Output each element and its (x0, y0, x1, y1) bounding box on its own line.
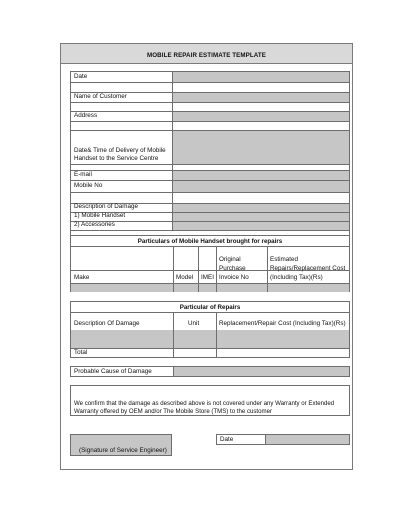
signature-label: (Signature of Service Engineer) (79, 447, 167, 454)
model-label: Model (176, 274, 194, 281)
estimated-label-line1: Estimated (270, 256, 298, 263)
unit-label: Unit (188, 320, 200, 327)
probable-cause-row (70, 366, 350, 377)
estimated-label-line3: (Including Tax)(Rs) (270, 274, 323, 281)
date-label: Date (74, 73, 88, 80)
cost-label: Replacement/Repair Cost (Including Tax)(Rs) (219, 320, 346, 327)
probable-cause-label: Probable Cause of Damage (74, 368, 152, 375)
description-of-damage-label: Description of Damage (74, 203, 139, 210)
signature-box[interactable] (70, 434, 172, 456)
repairs-section (70, 301, 350, 358)
original-label-line2: Purchase (219, 265, 246, 272)
probable-cause-field[interactable] (173, 367, 349, 376)
address-field[interactable] (173, 111, 349, 121)
confirmation-line1: We confirm that the damage as described above is not covered under any Warranty or Extended (74, 400, 335, 407)
signature-date-field[interactable] (266, 435, 349, 444)
customer-name-label: Name of Customer (74, 93, 127, 100)
repair-description-label: Description Of Damage (74, 320, 140, 327)
damage-field[interactable] (173, 203, 349, 230)
original-label-line1: Original (219, 256, 241, 263)
repairs-section-header: Particular of Repairs (179, 304, 241, 311)
email-label: E-mail (74, 171, 92, 178)
mobile-handset-label: 1) Mobile Handset (74, 212, 126, 219)
repair-row-2[interactable] (71, 339, 349, 348)
form-title: MOBILE REPAIR ESTIMATE TEMPLATE (147, 52, 266, 59)
delivery-label-line2: Handset to the Service Centre (74, 155, 159, 162)
handset-section-header: Particulars of Mobile Handset brought for repairs (137, 238, 283, 245)
address-label: Address (74, 112, 98, 119)
signature-date-row (216, 434, 350, 445)
estimate-form (60, 43, 353, 470)
estimated-label-line2: Repairs/Replacement Cost (270, 265, 346, 272)
mobile-no-label: Mobile No (74, 182, 103, 189)
date-field[interactable] (173, 72, 349, 82)
email-field[interactable] (173, 170, 349, 192)
total-label: Total (74, 349, 88, 356)
delivery-label-line1: Date& Time of Delivery of Mobile (74, 147, 166, 154)
confirmation-box (70, 385, 350, 416)
accessories-label: 2) Accessories (74, 221, 115, 228)
handset-section (70, 235, 350, 292)
title-bar (61, 44, 352, 64)
handset-row-field[interactable] (71, 283, 349, 292)
name-field[interactable] (173, 92, 349, 102)
imei-label: IMEI (201, 274, 214, 281)
make-label: Make (74, 274, 90, 281)
original-label-line3: Invoice No (219, 274, 249, 281)
signature-date-label: Date (220, 436, 234, 443)
confirmation-line2: Warranty offered by OEM and/or The Mobile Store (TMS) to the customer (74, 408, 273, 415)
repair-row-1[interactable] (71, 330, 349, 339)
delivery-field[interactable] (173, 130, 349, 164)
